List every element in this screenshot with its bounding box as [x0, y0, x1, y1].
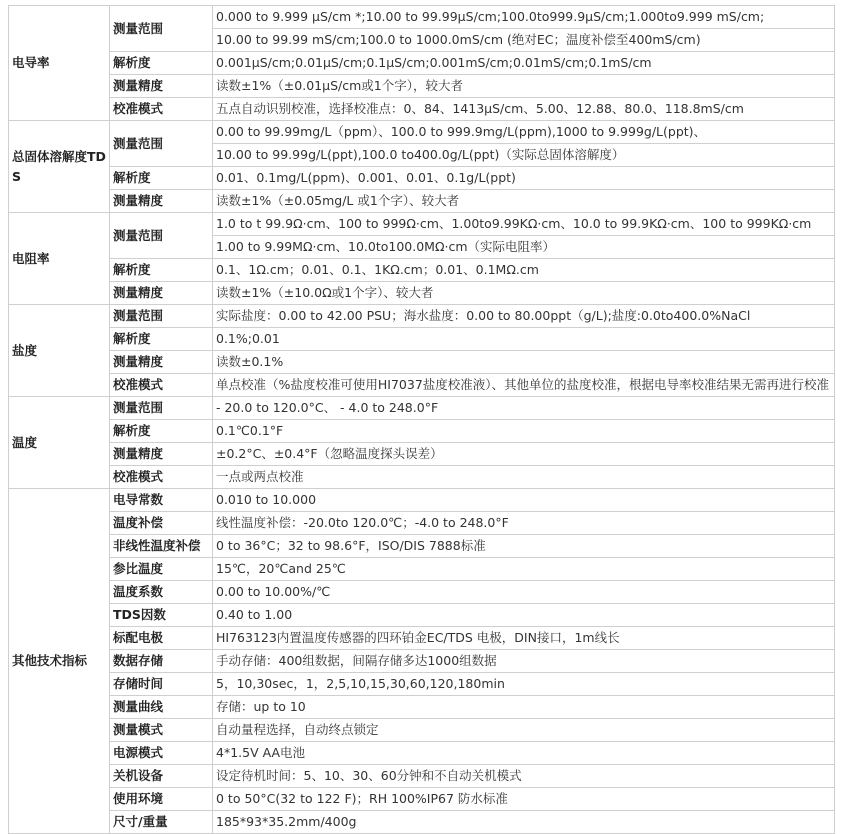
value-cell: 单点校准（%盐度校准可使用HI7037盐度校准液）、其他单位的盐度校准，根据电导率校准结果无需再进行校准: [213, 374, 835, 397]
value-cell: 实际盐度：0.00 to 42.00 PSU；海水盐度：0.00 to 80.00ppt（g/L);盐度:0.0to400.0%NaCl: [213, 305, 835, 328]
value-cell: 0.001μS/cm;0.01μS/cm;0.1μS/cm;0.001mS/cm;0.01mS/cm;0.1mS/cm: [213, 52, 835, 75]
parameter-cell: 参比温度: [110, 558, 213, 581]
table-row: [9, 121, 835, 144]
parameter-cell: 温度补偿: [110, 512, 213, 535]
value-cell: 0.1%;0.01: [213, 328, 835, 351]
spec-table: [8, 5, 835, 834]
table-row: [9, 558, 835, 581]
parameter-cell: 测量精度: [110, 75, 213, 98]
parameter-cell: 解析度: [110, 420, 213, 443]
category-cell: 盐度: [9, 305, 110, 397]
table-row: [9, 673, 835, 696]
value-cell: 五点自动识别校准，选择校准点：0、84、1413μS/cm、5.00、12.88、80.0、118.8mS/cm: [213, 98, 835, 121]
category-cell: 总固体溶解度TDS: [9, 121, 110, 213]
parameter-cell: 解析度: [110, 259, 213, 282]
table-row: [9, 351, 835, 374]
parameter-cell: 关机设备: [110, 765, 213, 788]
parameter-cell: 存储时间: [110, 673, 213, 696]
value-cell: - 20.0 to 120.0°C、 - 4.0 to 248.0°F: [213, 397, 835, 420]
value-cell: 1.0 to t 99.9Ω·cm、100 to 999Ω·cm、1.00to9.99KΩ·cm、10.0 to 99.9KΩ·cm、100 to 999KΩ·cm: [213, 213, 835, 236]
value-cell: 线性温度补偿：-20.0to 120.0℃；-4.0 to 248.0°F: [213, 512, 835, 535]
value-cell: 0.01、0.1mg/L(ppm)、0.001、0.01、0.1g/L(ppt): [213, 167, 835, 190]
table-row: [9, 581, 835, 604]
category-cell: 电阻率: [9, 213, 110, 305]
parameter-cell: 非线性温度补偿: [110, 535, 213, 558]
table-row: [9, 650, 835, 673]
table-row: [9, 397, 835, 420]
parameter-cell: 测量范围: [110, 121, 213, 167]
parameter-cell: 数据存储: [110, 650, 213, 673]
table-row: [9, 443, 835, 466]
table-row: [9, 719, 835, 742]
table-row: [9, 788, 835, 811]
value-cell: 0.00 to 10.00%/℃: [213, 581, 835, 604]
table-row: [9, 466, 835, 489]
value-cell: 0 to 50°C(32 to 122 F)；RH 100%IP67 防水标准: [213, 788, 835, 811]
value-cell: 0.00 to 99.99mg/L（ppm）、100.0 to 999.9mg/L(ppm),1000 to 9.999g/L(ppt)、: [213, 121, 835, 144]
value-cell: 0.40 to 1.00: [213, 604, 835, 627]
parameter-cell: 使用环境: [110, 788, 213, 811]
table-row: [9, 604, 835, 627]
parameter-cell: 测量曲线: [110, 696, 213, 719]
parameter-cell: 测量范围: [110, 6, 213, 52]
table-row: [9, 305, 835, 328]
value-cell: 0.000 to 9.999 μS/cm *;10.00 to 99.99μS/cm;100.0to999.9μS/cm;1.000to9.999 mS/cm;: [213, 6, 835, 29]
table-row: [9, 811, 835, 834]
parameter-cell: 校准模式: [110, 466, 213, 489]
table-row: [9, 489, 835, 512]
table-row: [9, 98, 835, 121]
table-row: [9, 75, 835, 98]
value-cell: 读数±1%（±0.05mg/L 或1个字）、较大者: [213, 190, 835, 213]
spec-table-body: [9, 6, 835, 834]
parameter-cell: 温度系数: [110, 581, 213, 604]
value-cell: 0.010 to 10.000: [213, 489, 835, 512]
value-cell: 10.00 to 99.99g/L(ppt),100.0 to400.0g/L(ppt)（实际总固体溶解度）: [213, 144, 835, 167]
parameter-cell: 测量范围: [110, 397, 213, 420]
table-row: [9, 213, 835, 236]
parameter-cell: 测量模式: [110, 719, 213, 742]
parameter-cell: 电源模式: [110, 742, 213, 765]
table-row: [9, 742, 835, 765]
table-row: [9, 420, 835, 443]
value-cell: 读数±1%（±0.01μS/cm或1个字），较大者: [213, 75, 835, 98]
parameter-cell: 测量精度: [110, 282, 213, 305]
value-cell: 10.00 to 99.99 mS/cm;100.0 to 1000.0mS/cm (绝对EC；温度补偿至400mS/cm): [213, 29, 835, 52]
parameter-cell: 解析度: [110, 328, 213, 351]
parameter-cell: TDS因数: [110, 604, 213, 627]
value-cell: 自动量程选择，自动终点锁定: [213, 719, 835, 742]
value-cell: 手动存储：400组数据，间隔存储多达1000组数据: [213, 650, 835, 673]
table-row: [9, 6, 835, 29]
value-cell: 15℃，20℃and 25℃: [213, 558, 835, 581]
category-cell: 电导率: [9, 6, 110, 121]
table-row: [9, 374, 835, 397]
value-cell: 1.00 to 9.99MΩ·cm、10.0to100.0MΩ·cm（实际电阻率）: [213, 236, 835, 259]
table-row: [9, 52, 835, 75]
value-cell: 设定待机时间：5、10、30、60分钟和不自动关机模式: [213, 765, 835, 788]
value-cell: 读数±0.1%: [213, 351, 835, 374]
table-row: [9, 765, 835, 788]
value-cell: 185*93*35.2mm/400g: [213, 811, 835, 834]
parameter-cell: 标配电极: [110, 627, 213, 650]
table-row: [9, 328, 835, 351]
value-cell: 0 to 36°C；32 to 98.6°F，ISO/DIS 7888标准: [213, 535, 835, 558]
table-row: [9, 282, 835, 305]
category-cell: 温度: [9, 397, 110, 489]
table-row: [9, 167, 835, 190]
parameter-cell: 解析度: [110, 52, 213, 75]
value-cell: 0.1、1Ω.cm；0.01、0.1、1KΩ.cm；0.01、0.1MΩ.cm: [213, 259, 835, 282]
value-cell: 读数±1%（±10.0Ω或1个字）、较大者: [213, 282, 835, 305]
value-cell: 4*1.5V AA电池: [213, 742, 835, 765]
parameter-cell: 解析度: [110, 167, 213, 190]
parameter-cell: 电导常数: [110, 489, 213, 512]
value-cell: HI763123内置温度传感器的四环铂金EC/TDS 电极，DIN接口，1m线长: [213, 627, 835, 650]
category-cell: 其他技术指标: [9, 489, 110, 834]
table-row: [9, 627, 835, 650]
value-cell: 0.1℃0.1°F: [213, 420, 835, 443]
parameter-cell: 测量精度: [110, 351, 213, 374]
table-row: [9, 259, 835, 282]
parameter-cell: 校准模式: [110, 374, 213, 397]
parameter-cell: 校准模式: [110, 98, 213, 121]
parameter-cell: 测量精度: [110, 443, 213, 466]
table-row: [9, 512, 835, 535]
value-cell: ±0.2°C、±0.4°F（忽略温度探头误差）: [213, 443, 835, 466]
value-cell: 存储：up to 10: [213, 696, 835, 719]
table-row: [9, 696, 835, 719]
table-row: [9, 190, 835, 213]
parameter-cell: 测量范围: [110, 213, 213, 259]
parameter-cell: 尺寸/重量: [110, 811, 213, 834]
parameter-cell: 测量精度: [110, 190, 213, 213]
table-row: [9, 535, 835, 558]
value-cell: 一点或两点校准: [213, 466, 835, 489]
parameter-cell: 测量范围: [110, 305, 213, 328]
value-cell: 5，10,30sec，1，2,5,10,15,30,60,120,180min: [213, 673, 835, 696]
